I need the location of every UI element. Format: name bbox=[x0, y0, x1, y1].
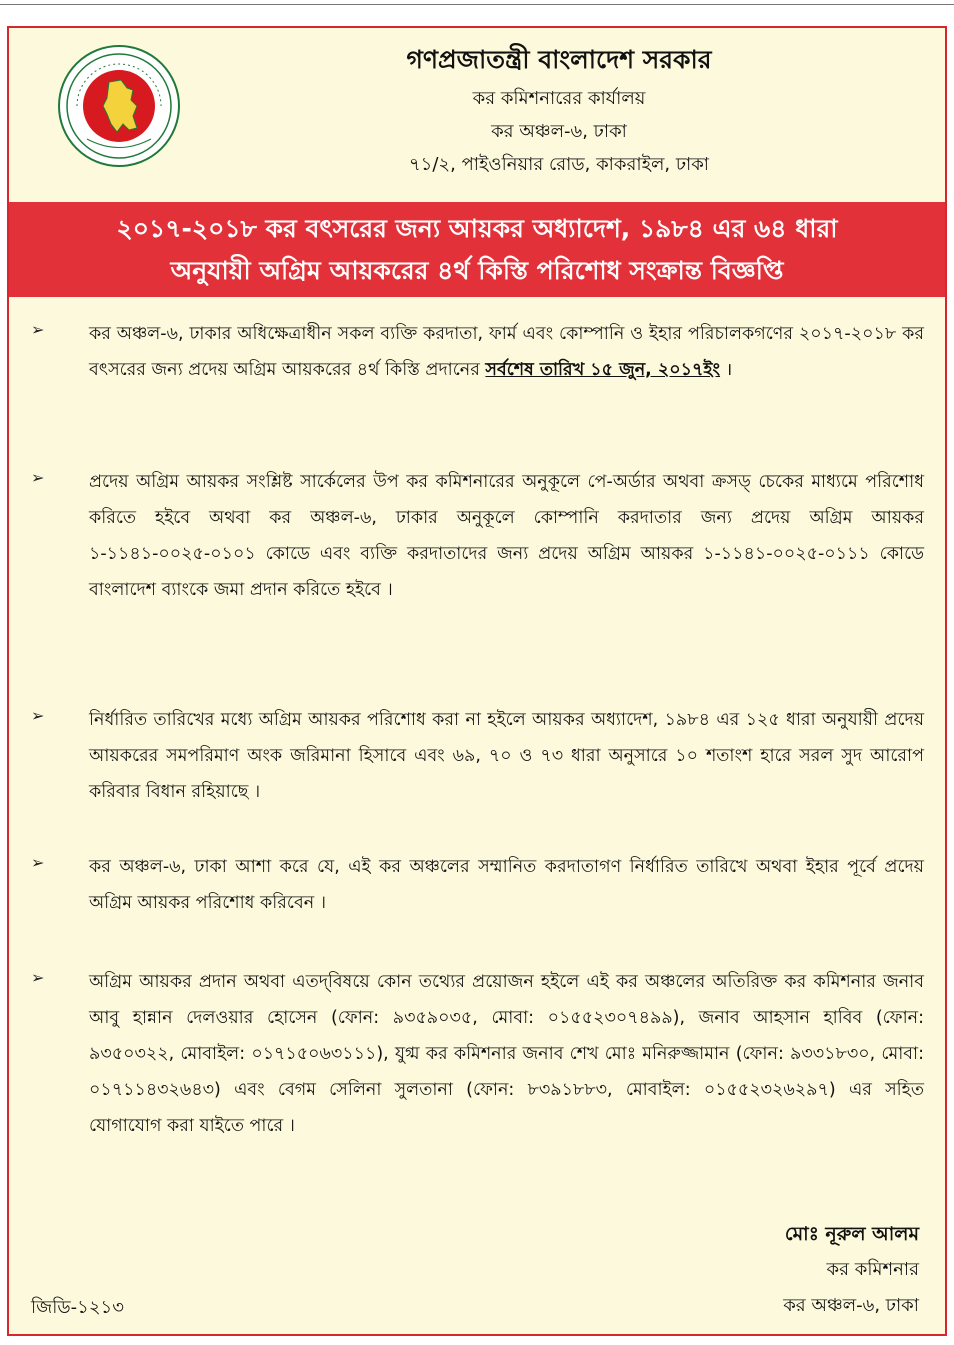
office-name: কর কমিশনারের কার্যালয় bbox=[472, 88, 646, 109]
government-title: গণপ্রজাতন্ত্রী বাংলাদেশ সরকার bbox=[406, 45, 712, 74]
paragraph-text: নির্ধারিত তারিখের মধ্যে অগ্রিম আয়কর পরিশোধ করা না হইলে আয়কর অধ্যাদেশ, ১৯৮৪ এর ১২৫ ধারা অনুযায়ী প্রদেয় আয়করের সমপরিমাণ অংক জরিমানা হিসাবে এবং ৬৯, ৭০ ও ৭৩ ধারা অনুসারে ১০ শতাংশ হারে সরল সুদ আরোপ করিবার বিধান রহিয়াছে । bbox=[89, 710, 924, 802]
banner-line-2: অনুযায়ী অগ্রিম আয়করের ৪র্থ কিস্তি পরিশোধ সংক্রান্ত বিজ্ঞপ্তি bbox=[170, 256, 784, 285]
bullet-arrow-icon: ➢ bbox=[31, 853, 45, 872]
paragraph-text: প্রদেয় অগ্রিম আয়কর সংশ্লিষ্ট সার্কেলের উপ কর কমিশনারের অনুকূলে পে-অর্ডার অথবা ক্রসড্ চেকের মাধ্যমে পরিশোধ করিতে হইবে অথবা কর অঞ্চল-৬, ঢাকার অনুকূলে কোম্পানি করদাতার জন্য প্রদেয় অগ্রিম আয়কর ১-১১৪১-০০২৫-০১০১ কোডে এবং ব্যক্তি করদাতাদের জন্য প্রদেয় অগ্রিম আয়কর ১-১১৪১-০০২৫-০১১১ কোডে বাংলাদেশ ব্যাংকে জমা প্রদান করিতে হইবে । bbox=[89, 472, 924, 600]
paragraph-text: অগ্রিম আয়কর প্রদান অথবা এতদ্‌বিষয়ে কোন তথ্যের প্রয়োজন হইলে এই কর অঞ্চলের অতিরিক্ত কর কমিশনার জনাব আবু হান্নান দেলওয়ার হোসেন (ফোন: ৯৩৫৯০৩৫, মোবা: ০১৫৫২৩০৭৪৯৯), জনাব আহসান হাবিব (ফোন: ৯৩৫০৩২২, মোবাইল: ০১৭১৫০৬৩১১১), যুগ্ম কর কমিশনার জনাব শেখ মোঃ মনিরুজ্জামান (ফোন: ৯৩৩১৮৩০, মোবা: ০১৭১১৪৩২৬৪৩) এবং বেগম সেলিনা সুলতানা (ফোন: ৮৩৯১৮৮৩, মোবাইল: ০১৫৫২৩২৬২৯৭) এর সহিত যোগাযোগ করা যাইতে পারে । bbox=[89, 972, 924, 1136]
office-address: ৭১/২, পাইওনিয়ার রোড, কাকরাইল, ঢাকা bbox=[408, 154, 710, 175]
deadline-emphasis: সর্বশেষ তারিখ ১৫ জুন, ২০১৭ইং bbox=[485, 360, 721, 380]
notice-page bbox=[7, 26, 947, 1336]
government-seal-icon bbox=[57, 44, 181, 168]
gd-number: জিডি-১২১৩ bbox=[31, 1297, 124, 1318]
signatory-name: মোঃ নূরুল আলম bbox=[784, 1223, 919, 1245]
paragraph-text-after: । bbox=[720, 360, 733, 380]
paragraph-text: কর অঞ্চল-৬, ঢাকা আশা করে যে, এই কর অঞ্চলের সম্মানিত করদাতাগণ নির্ধারিত তারিখে অথবা ইহার পূর্বে প্রদেয় অগ্রিম আয়কর পরিশোধ করিবেন । bbox=[89, 857, 924, 913]
top-rule bbox=[0, 4, 954, 5]
notice-header bbox=[9, 28, 945, 200]
bullet-arrow-icon: ➢ bbox=[31, 706, 45, 725]
signatory-office: কর অঞ্চল-৬, ঢাকা bbox=[783, 1295, 919, 1316]
bullet-arrow-icon: ➢ bbox=[31, 320, 45, 339]
bullet-arrow-icon: ➢ bbox=[31, 468, 45, 487]
paragraph-text bbox=[89, 316, 924, 388]
signature-block bbox=[783, 1216, 919, 1324]
bullet-arrow-icon: ➢ bbox=[31, 968, 45, 987]
header-text bbox=[209, 38, 909, 181]
paragraph-text-before: কর অঞ্চল-৬, ঢাকার অধিক্ষেত্রাধীন সকল ব্যক্তি করদাতা, ফার্ম এবং কোম্পানি ও ইহার পরিচালকগণের ২০১৭-২০১৮ কর বৎসরের জন্য প্রদেয় অগ্রিম আয়করের ৪র্থ কিস্তি প্রদানের bbox=[89, 324, 924, 380]
zone-name: কর অঞ্চল-৬, ঢাকা bbox=[491, 121, 627, 142]
signatory-designation: কর কমিশনার bbox=[826, 1259, 919, 1280]
banner-line-1: ২০১৭-২০১৮ কর বৎসরের জন্য আয়কর অধ্যাদেশ, ১৯৮৪ এর ৬৪ ধারা bbox=[116, 214, 838, 243]
notice-title-banner bbox=[9, 202, 945, 297]
